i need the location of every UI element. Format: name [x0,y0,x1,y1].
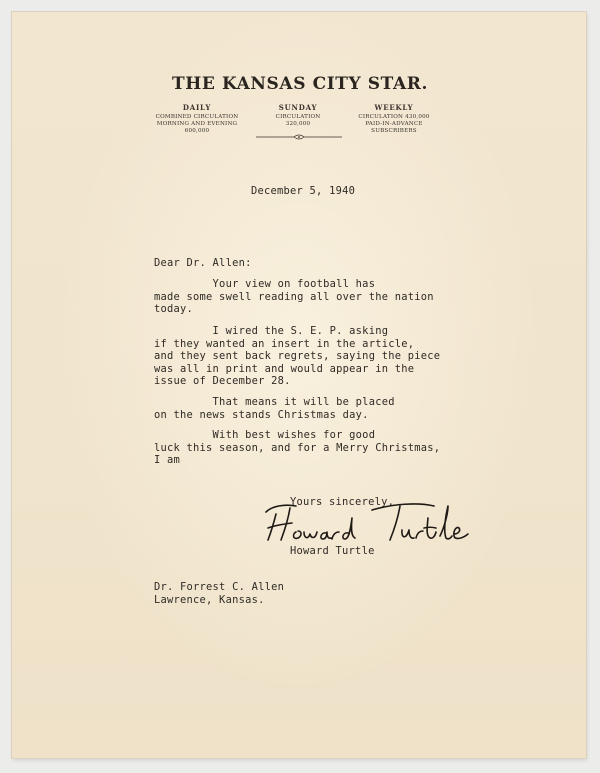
paragraph-4 [154,429,440,467]
paragraph-1 [154,278,434,316]
paragraph-2 [154,325,440,388]
paragraph-3 [154,396,395,421]
letter-date: December 5, 1940 [251,185,356,197]
closing: Yours sincerely, [290,496,395,508]
daily-line: 600,000 [184,128,210,134]
letterhead-title: THE KANSAS CITY STAR. [171,74,429,94]
daily-line: MORNING AND EVENING [156,121,238,127]
paragraph-line: if they wanted an insert in the article, [154,337,415,350]
weekly-line: PAID-IN-ADVANCE [365,121,423,127]
paragraph-line: made some swell reading all over the nation [154,290,434,303]
weekly-label: WEEKLY [374,103,414,112]
paragraph-line: issue of December 28. [154,375,291,388]
handwritten-signature [262,490,488,546]
paragraph-line: I am [154,454,181,467]
weekly-circulation [329,103,459,135]
paragraph-line: That means it will be placed [154,396,395,408]
recipient-name: Dr. Forrest C. Allen [154,581,285,593]
paragraph-line: was all in print and would appear in the [154,362,415,375]
sunday-line: 320,000 [285,121,311,127]
recipient-address: Lawrence, Kansas. [154,594,265,606]
paragraph-line: I wired the S. E. P. asking [154,325,389,337]
weekly-line: SUBSCRIBERS [371,128,417,134]
daily-label: DAILY [182,103,212,112]
paragraph-line: Your view on football has [154,278,376,290]
weekly-line: CIRCULATION 430,000 [358,114,430,120]
daily-line: COMBINED CIRCULATION [155,114,239,120]
paragraph-line: on the news stands Christmas day. [154,408,369,421]
paragraph-line: and they sent back regrets, saying the piece [154,350,441,363]
sunday-line: CIRCULATION [275,114,321,120]
typed-signer-name: Howard Turtle [290,545,375,557]
paragraph-line: luck this season, and for a Merry Christmas, [154,441,441,454]
sunday-label: SUNDAY [278,103,318,112]
paragraph-line: today. [154,303,194,316]
salutation: Dear Dr. Allen: [154,257,252,269]
paragraph-line: With best wishes for good [154,429,376,441]
